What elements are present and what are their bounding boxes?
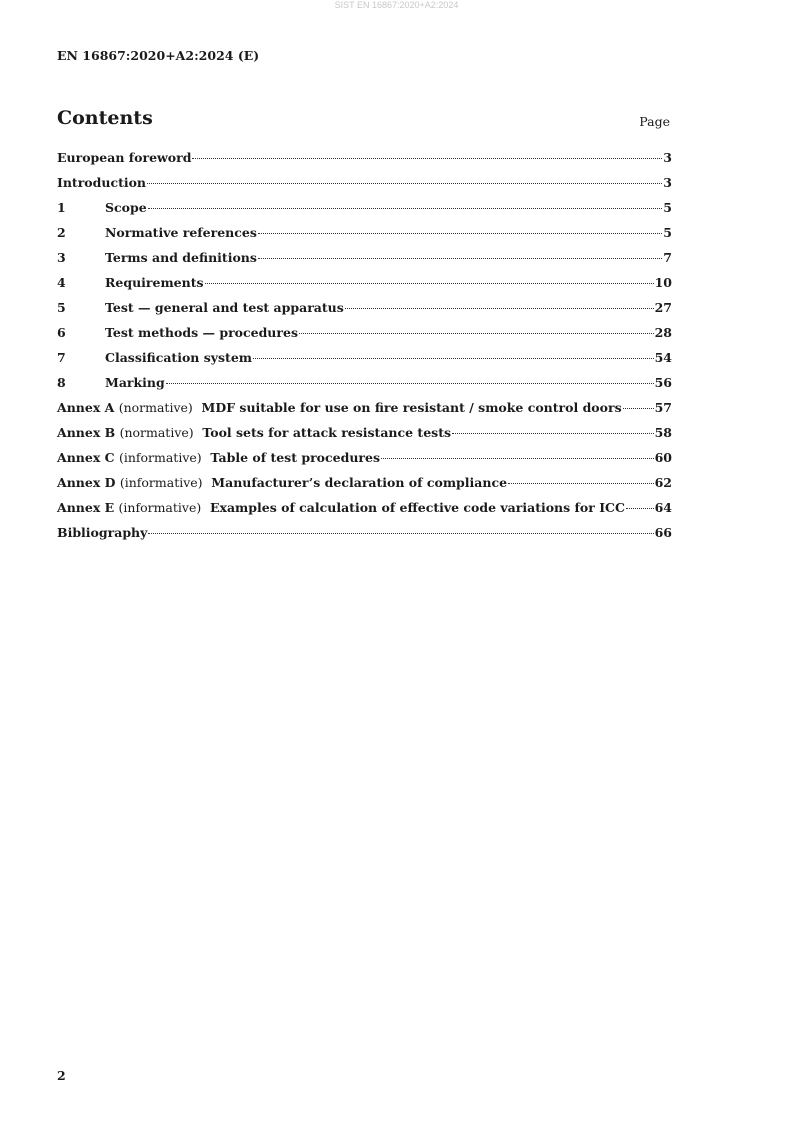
- toc-entry-normative-references[interactable]: [57, 225, 672, 250]
- toc-entry-terms-and-definitions[interactable]: [57, 250, 672, 275]
- toc-entry-marking[interactable]: [57, 375, 672, 400]
- annex-type: (informative): [118, 500, 202, 515]
- toc-entry-title: Marking: [105, 375, 165, 390]
- dot-leader: [148, 208, 663, 209]
- toc-entry-page: 62: [654, 475, 672, 490]
- dot-leader: [623, 408, 654, 409]
- toc-entry-number: 3: [57, 250, 66, 265]
- contents-title: Contents: [57, 107, 153, 129]
- toc-entry-title: Test — general and test apparatus: [105, 300, 344, 315]
- annex-type: (normative): [119, 425, 194, 440]
- toc-entry-number: 4: [57, 275, 66, 290]
- dot-leader: [258, 258, 662, 259]
- toc-entry-number: 8: [57, 375, 66, 390]
- toc-entry-title: Normative references: [105, 225, 257, 240]
- toc-entry-annex-a[interactable]: [57, 400, 672, 425]
- annex-label: Annex A: [57, 400, 115, 415]
- toc-entry-european-foreword[interactable]: [57, 150, 672, 175]
- toc-entry-page: 3: [663, 175, 672, 190]
- toc-entry-page: 66: [654, 525, 672, 540]
- toc-entry-number: 6: [57, 325, 66, 340]
- toc-entry-page: 27: [654, 300, 672, 315]
- toc-entry-number: 7: [57, 350, 66, 365]
- toc-entry-annex-e[interactable]: [57, 500, 672, 525]
- toc-entry-page: 60: [654, 450, 672, 465]
- toc-entry-page: 3: [663, 150, 672, 165]
- toc-entry-scope[interactable]: [57, 200, 672, 225]
- toc-entry-title: Requirements: [105, 275, 204, 290]
- dot-leader: [626, 508, 654, 509]
- dot-leader: [205, 283, 654, 284]
- toc-entry-test-methods[interactable]: [57, 325, 672, 350]
- annex-label: Annex C: [57, 450, 115, 465]
- toc-entry-annex-b[interactable]: [57, 425, 672, 450]
- table-of-contents: [57, 150, 672, 550]
- toc-entry-number: 1: [57, 200, 66, 215]
- annex-label: Annex B: [57, 425, 116, 440]
- toc-entry-title: Classification system: [105, 350, 253, 365]
- toc-entry-title: Terms and definitions: [105, 250, 257, 265]
- toc-entry-page: 7: [663, 250, 672, 265]
- toc-entry-number: 5: [57, 300, 66, 315]
- toc-entry-title: Examples of calculation of effective code variations for ICC: [209, 500, 625, 515]
- toc-entry-title: Manufacturer’s declaration of compliance: [211, 475, 508, 490]
- toc-entry-page: 28: [654, 325, 672, 340]
- dot-leader: [192, 158, 662, 159]
- dot-leader: [166, 383, 654, 384]
- annex-label: Annex E: [57, 500, 115, 515]
- annex-label: Annex D: [57, 475, 116, 490]
- toc-entry-page: 5: [663, 200, 672, 215]
- annex-type: (normative): [118, 400, 193, 415]
- dot-leader: [452, 433, 654, 434]
- dot-leader: [299, 333, 654, 334]
- footer-page-number: 2: [57, 1068, 66, 1083]
- dot-leader: [258, 233, 662, 234]
- dot-leader: [147, 183, 662, 184]
- dot-leader: [253, 358, 654, 359]
- toc-entry-page: 64: [654, 500, 672, 515]
- toc-entry-title: European foreword: [57, 150, 192, 165]
- toc-entry-test-general[interactable]: [57, 300, 672, 325]
- annex-type: (informative): [119, 475, 203, 490]
- dot-leader: [148, 533, 653, 534]
- toc-entry-title: Introduction: [57, 175, 147, 190]
- toc-entry-page: 10: [654, 275, 672, 290]
- toc-entry-classification-system[interactable]: [57, 350, 672, 375]
- toc-entry-title: Table of test procedures: [210, 450, 380, 465]
- annex-type: (informative): [118, 450, 202, 465]
- toc-entry-title: Scope: [105, 200, 147, 215]
- toc-entry-annex-d[interactable]: [57, 475, 672, 500]
- dot-leader: [508, 483, 654, 484]
- toc-entry-page: 5: [663, 225, 672, 240]
- toc-entry-requirements[interactable]: [57, 275, 672, 300]
- toc-entry-page: 54: [654, 350, 672, 365]
- toc-entry-title: MDF suitable for use on fire resistant / smoke control doors: [201, 400, 622, 415]
- page-column-label: Page: [639, 114, 670, 129]
- dot-leader: [345, 308, 654, 309]
- toc-entry-title: Tool sets for attack resistance tests: [202, 425, 452, 440]
- toc-entry-bibliography[interactable]: [57, 525, 672, 550]
- toc-entry-page: 58: [654, 425, 672, 440]
- watermark: SIST EN 16867:2020+A2:2024: [334, 0, 459, 10]
- toc-entry-title: Bibliography: [57, 525, 148, 540]
- toc-entry-title: Test methods — procedures: [105, 325, 298, 340]
- toc-entry-introduction[interactable]: [57, 175, 672, 200]
- toc-entry-annex-c[interactable]: [57, 450, 672, 475]
- toc-entry-page: 56: [654, 375, 672, 390]
- toc-entry-page: 57: [654, 400, 672, 415]
- document-id-header: EN 16867:2020+A2:2024 (E): [57, 48, 260, 63]
- toc-entry-number: 2: [57, 225, 66, 240]
- dot-leader: [381, 458, 654, 459]
